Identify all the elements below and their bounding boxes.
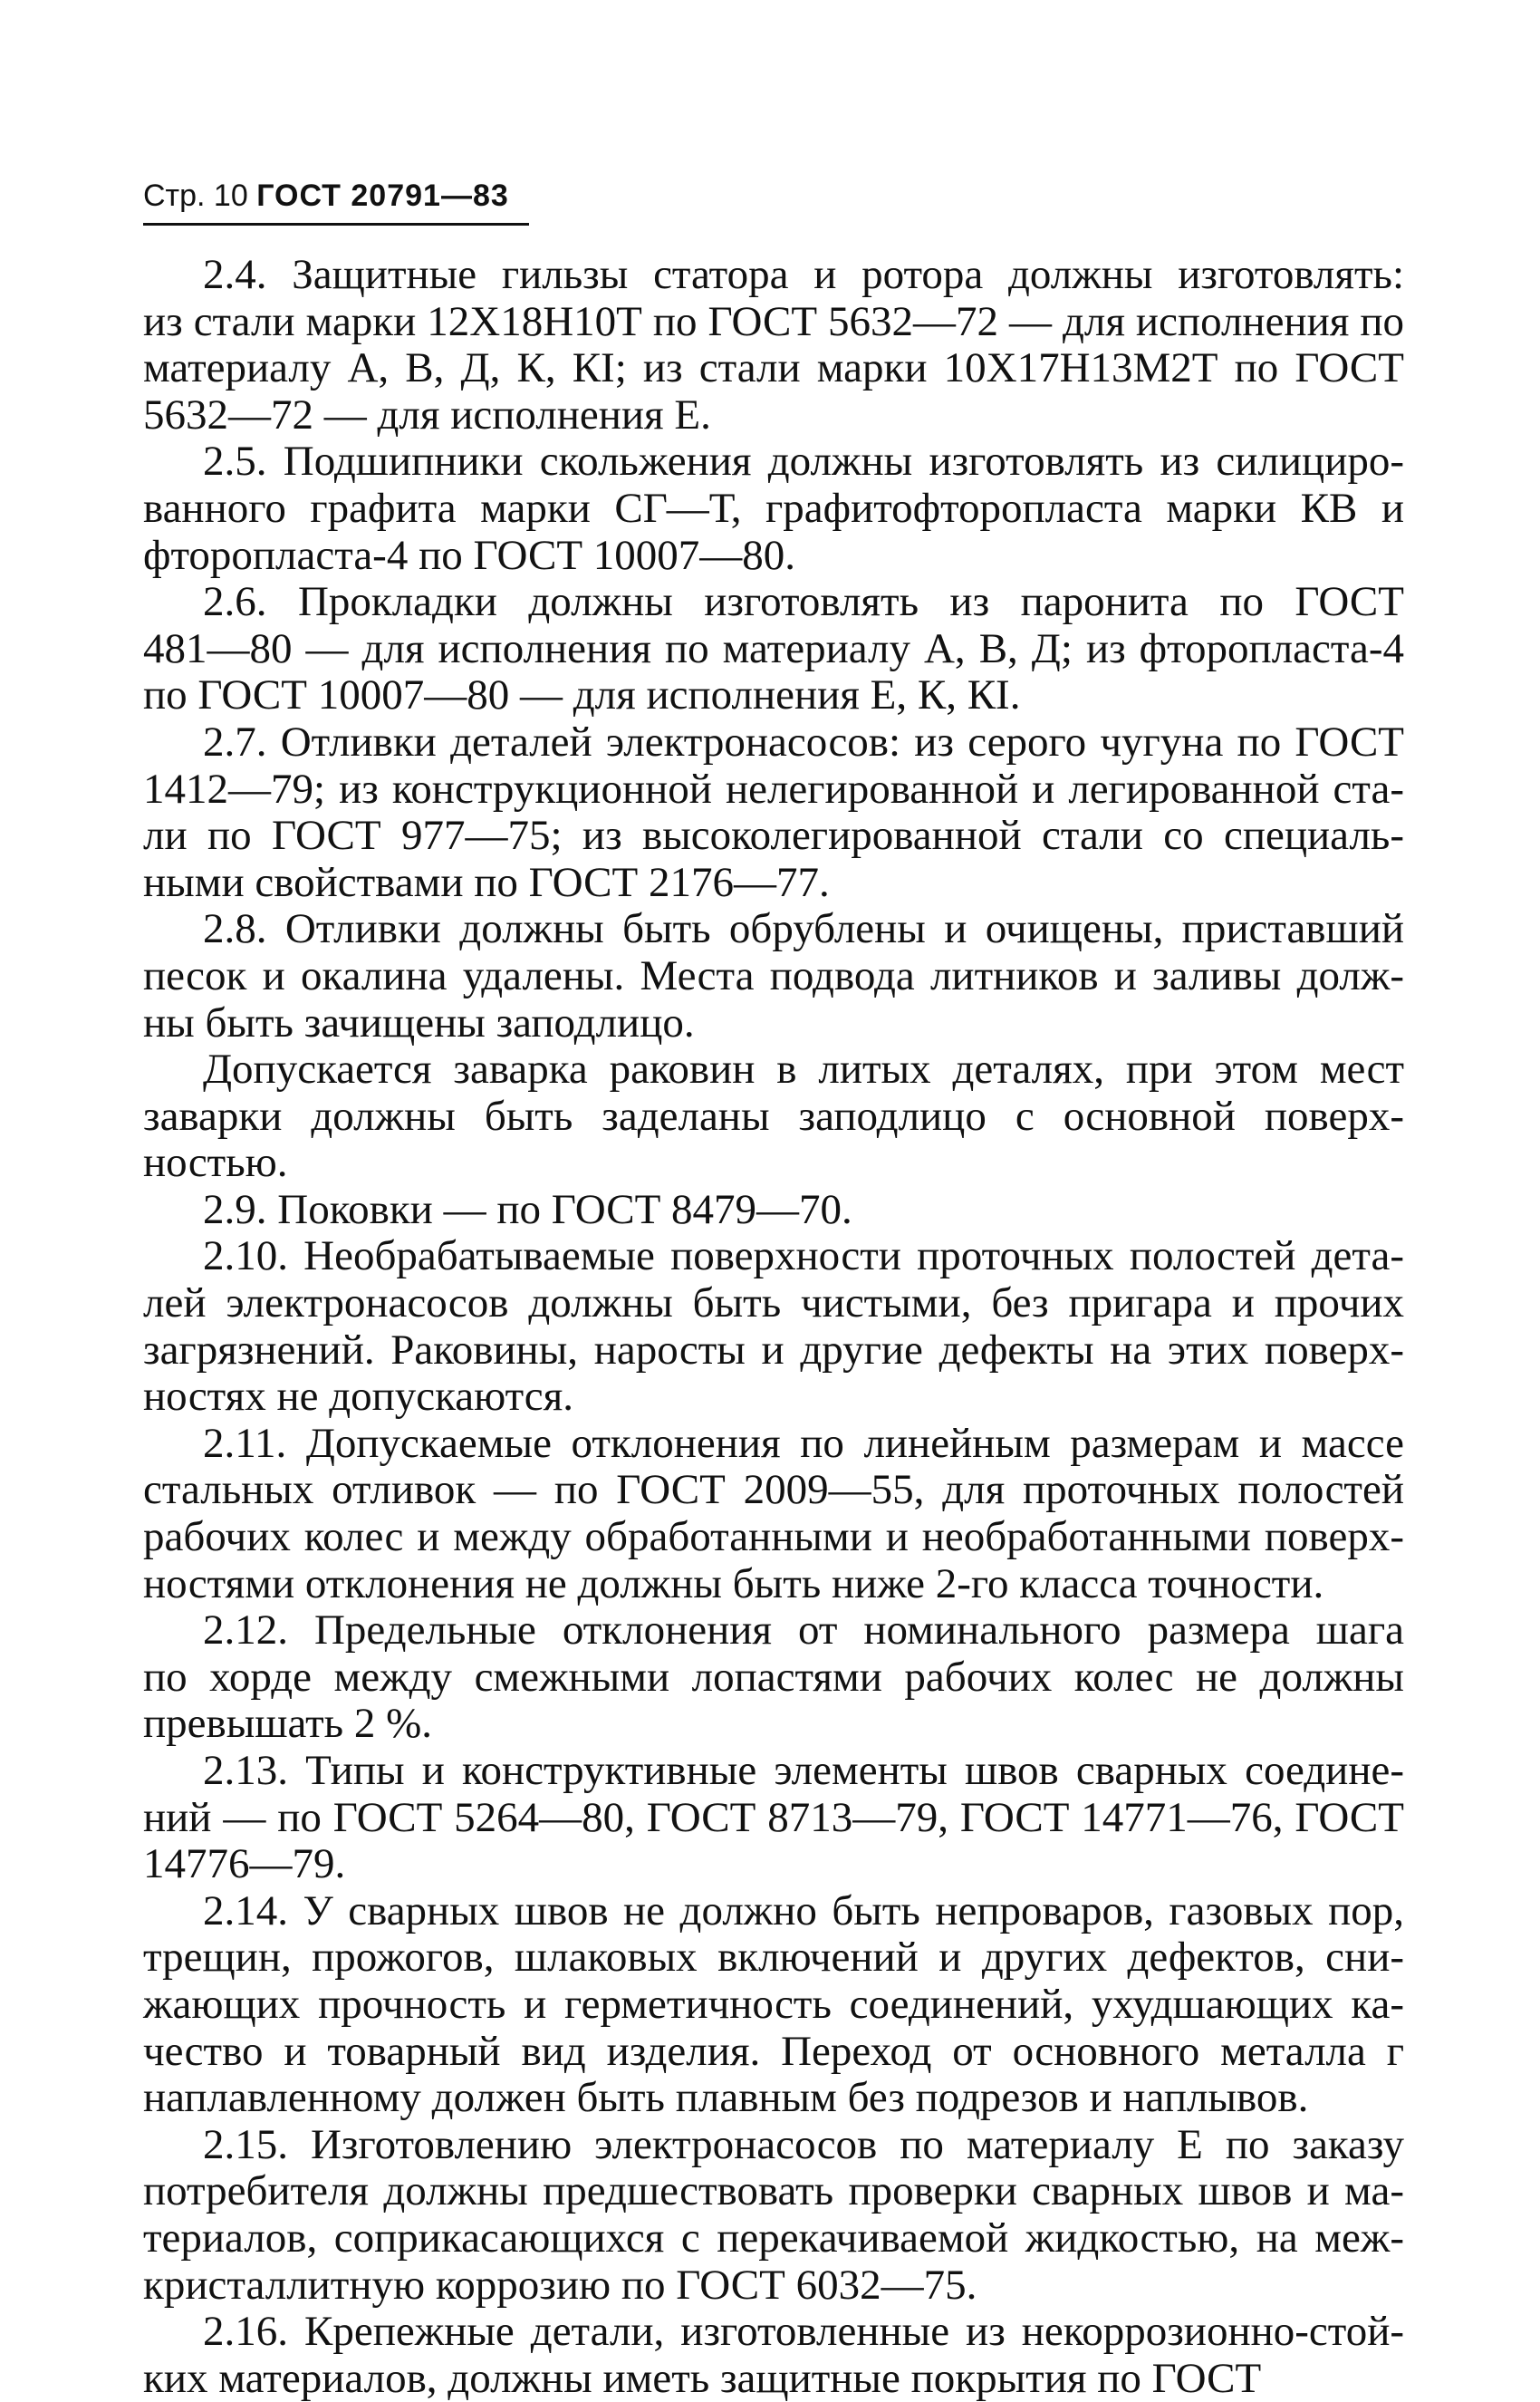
paragraph	[143, 719, 1404, 906]
text-line: превышать 2 %.	[143, 1700, 432, 1748]
text-line: ностями отклонения не должны быть ниже 2-го класса точности.	[143, 1559, 1324, 1607]
text-line: ностях не допускаются.	[143, 1373, 573, 1421]
text-line: рабочих колес и между обработанными и необработанными поверх-	[143, 1513, 1404, 1561]
text-line: 5632—72 — для исполнения Е.	[143, 391, 711, 439]
text-line: 2.7. Отливки деталей электронасосов: из серого чугуна по ГОСТ	[203, 718, 1404, 766]
text-line: ностью.	[143, 1139, 288, 1187]
text-line: 2.14. У сварных швов не должно быть непроваров, газовых пор,	[203, 1886, 1404, 1934]
text-line: 2.9. Поковки — по ГОСТ 8479—70.	[203, 1185, 852, 1233]
text-line: из стали марки 12Х18Н10Т по ГОСТ 5632—72 — для исполнения по	[143, 297, 1404, 345]
text-line: песок и окалина удалены. Места подвода литников и заливы долж-	[143, 951, 1404, 999]
paragraph	[143, 1748, 1404, 1888]
text-line: 2.10. Необрабатываемые поверхности проточных полостей дета-	[203, 1232, 1404, 1280]
text-line: ний — по ГОСТ 5264—80, ГОСТ 8713—79, ГОСТ 14771—76, ГОСТ	[143, 1793, 1404, 1841]
text-line: 2.13. Типы и конструктивные элементы швов сварных соедине-	[203, 1747, 1404, 1794]
text-line: 2.6. Прокладки должны изготовлять из паронита по ГОСТ	[203, 578, 1404, 626]
text-line: Допускается заварка раковин в литых деталях, при этом мест	[203, 1046, 1404, 1094]
text-line: ными свойствами по ГОСТ 2176—77.	[143, 858, 830, 906]
text-line: трещин, прожогов, шлаковых включений и других дефектов, сни-	[143, 1934, 1404, 1982]
text-line: териалов, соприкасающихся с перекачиваемой жидкостью, на меж-	[143, 2214, 1404, 2262]
paragraph	[143, 579, 1404, 719]
text-line: жающих прочность и герметичность соединений, ухудшающих ка-	[143, 1980, 1404, 2028]
text-line: по ГОСТ 10007—80 — для исполнения Е, К, КI.	[143, 671, 1021, 719]
paragraph	[143, 1187, 1404, 1234]
text-line: лей электронасосов должны быть чистыми, без пригара и прочих	[143, 1279, 1404, 1327]
document-body	[143, 252, 1404, 2402]
text-line: стальных отливок — по ГОСТ 2009—55, для проточных полостей	[143, 1466, 1404, 1514]
text-line: 2.16. Крепежные детали, изготовленные из некоррозионно-стой-	[203, 2308, 1404, 2356]
text-line: 2.11. Допускаемые отклонения по линейным размерам и массе	[203, 1419, 1404, 1467]
text-line: загрязнений. Раковины, наросты и другие дефекты на этих поверх-	[143, 1326, 1404, 1374]
text-line: 2.4. Защитные гильзы статора и ротора должны изготовлять:	[203, 251, 1404, 298]
paragraph	[143, 252, 1404, 439]
paragraph	[143, 1888, 1404, 2122]
paragraph	[143, 2309, 1404, 2402]
text-line: ны быть зачищены заподлицо.	[143, 998, 695, 1047]
text-line: заварки должны быть заделаны заподлицо с основной поверх-	[143, 1092, 1404, 1140]
text-line: ли по ГОСТ 977—75; из высоколегированной стали со специаль-	[143, 812, 1404, 860]
text-line: 2.15. Изготовлению электронасосов по материалу Е по заказу	[203, 2120, 1404, 2168]
paragraph	[143, 1233, 1404, 1420]
text-line: 1412—79; из конструкционной нелегированной и легированной ста-	[143, 765, 1404, 813]
text-line: ванного графита марки СГ—Т, графитофторопласта марки КВ и	[143, 484, 1404, 532]
page-header	[143, 178, 509, 214]
header-rule	[143, 223, 529, 226]
text-line: наплавленному должен быть плавным без подрезов и наплывов.	[143, 2074, 1309, 2122]
text-line: чество и товарный вид изделия. Переход от основного металла г	[143, 2027, 1404, 2075]
paragraph	[143, 1607, 1404, 1748]
text-line: фторопласта-4 по ГОСТ 10007—80.	[143, 531, 796, 579]
standard-designation: ГОСТ 20791—83	[256, 178, 509, 213]
text-line: материалу А, В, Д, К, КI; из стали марки 10Х17Н13М2Т по ГОСТ	[143, 344, 1404, 392]
paragraph	[143, 1047, 1404, 1187]
page-number-label: Стр. 10	[143, 178, 248, 213]
text-line: ких материалов, должны иметь защитные покрытия по ГОСТ	[143, 2354, 1262, 2402]
text-line: 481—80 — для исполнения по материалу А, В, Д; из фторопласта-4	[143, 624, 1404, 672]
text-line: 2.5. Подшипники скольжения должны изготовлять из силициро-	[203, 438, 1404, 486]
paragraph	[143, 1421, 1404, 1607]
text-line: кристаллитную коррозию по ГОСТ 6032—75.	[143, 2261, 977, 2309]
text-line: по хорде между смежными лопастями рабочих колес не должны	[143, 1653, 1404, 1701]
paragraph	[143, 2122, 1404, 2309]
paragraph	[143, 906, 1404, 1047]
text-line: 2.8. Отливки должны быть обрублены и очищены, приставший	[203, 905, 1404, 953]
text-line: 2.12. Предельные отклонения от номинального размера шага	[203, 1606, 1404, 1654]
paragraph	[143, 439, 1404, 579]
text-line: потребителя должны предшествовать проверки сварных швов и ма-	[143, 2167, 1404, 2215]
text-line: 14776—79.	[143, 1840, 346, 1888]
